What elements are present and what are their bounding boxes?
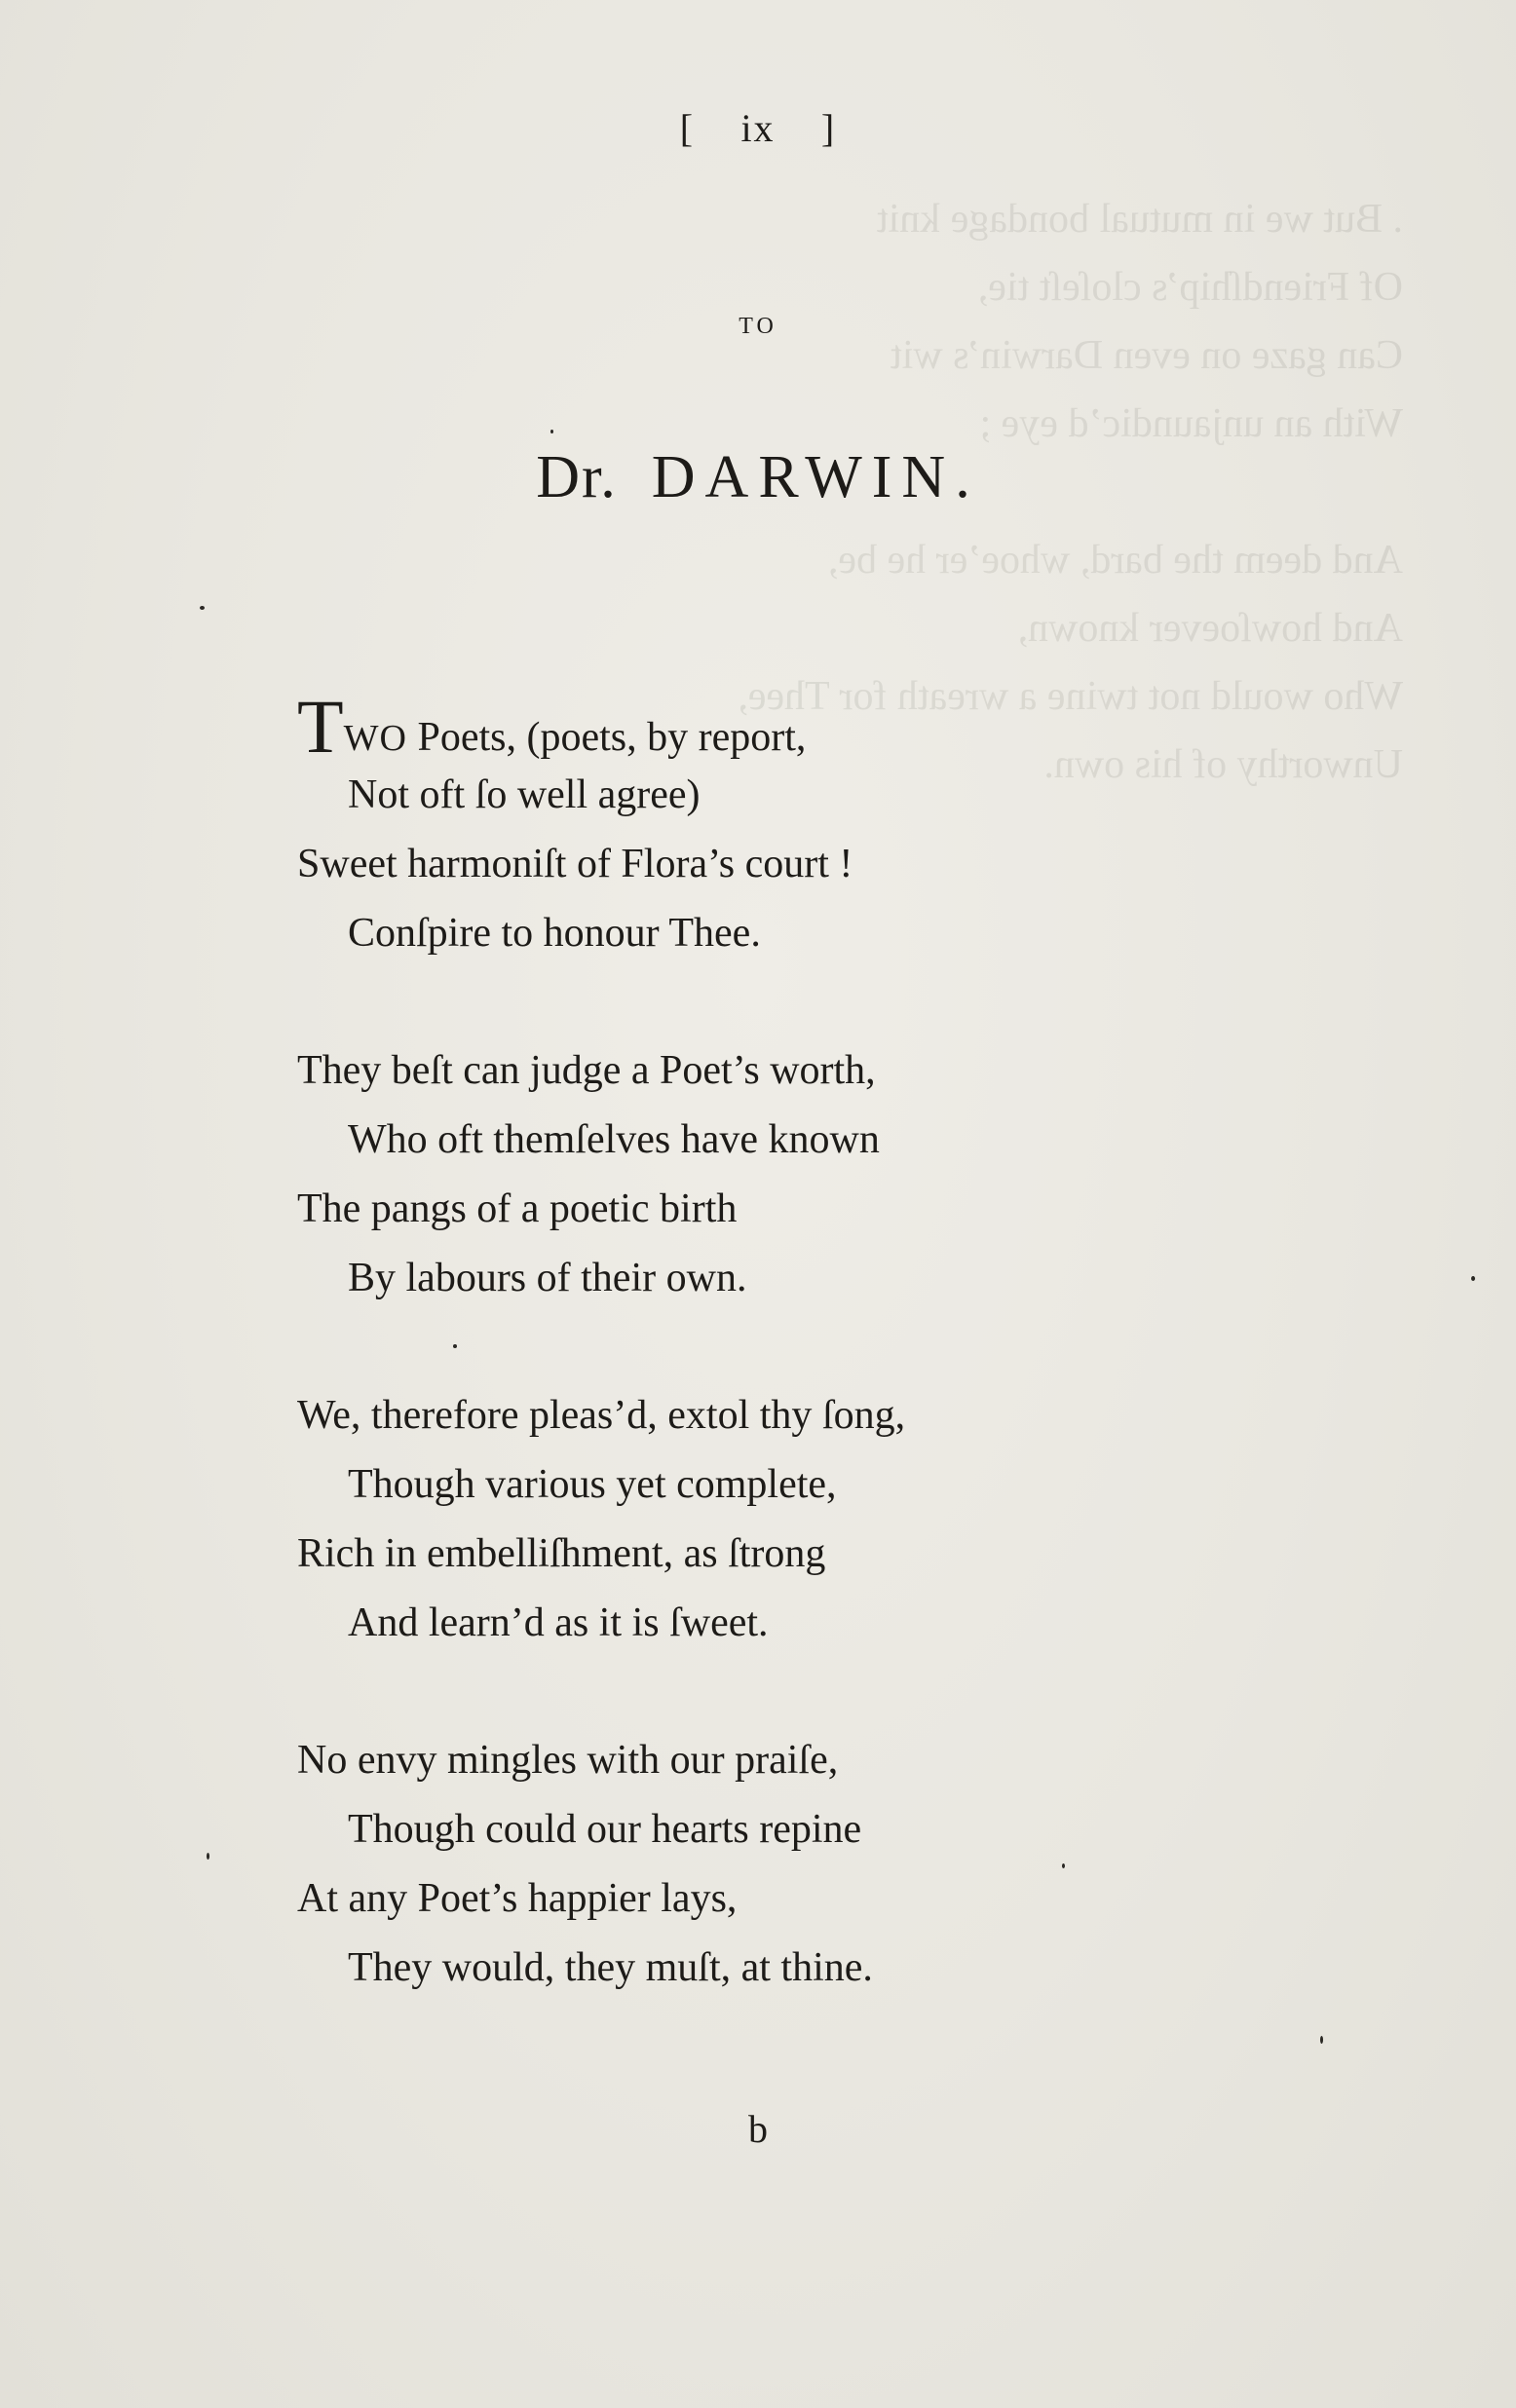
page-folio [0, 105, 1516, 151]
poem-line [297, 1726, 1135, 1795]
poem-line [297, 1450, 1135, 1520]
dedication-to: TO [739, 314, 777, 339]
poem-line-text: No envy mingles with our praiſe, [297, 1738, 839, 1783]
stanza [297, 1381, 1135, 1658]
poem-line [297, 761, 1135, 830]
poem-line-text: Rich in embelliſhment, as ſtrong [297, 1531, 826, 1576]
poem-line [297, 1106, 1135, 1175]
paper-speck [1320, 2036, 1323, 2044]
poem-line-text: By labours of their own. [348, 1256, 747, 1300]
stanza [297, 1036, 1135, 1313]
poem-line [297, 899, 1135, 968]
poem-line [297, 1175, 1135, 1244]
paper-speck [200, 606, 205, 610]
title-name: DARWIN. [651, 444, 980, 510]
poem-line [297, 1934, 1135, 2003]
folio-left-bracket: [ [679, 106, 696, 150]
poem-line [297, 684, 1135, 769]
paper-speck [207, 1853, 209, 1860]
title-prefix: Dr. [536, 444, 618, 510]
folio-number: ix [740, 106, 776, 150]
poem-line-text: They beſt can judge a Poet’s worth, [297, 1048, 876, 1093]
folio-right-bracket: ] [820, 106, 837, 150]
poem-line-text: At any Poet’s happier lays, [297, 1876, 738, 1921]
bleed-through-texture: . But we in mutual bondage knit Of Friendſhip’s cloſeſt tie, Can gaze on even Darwin’s wit With an unjaundic’d eye ; And deem the bard, whoe’er he be, And howſoever known, Who would not twine a wreath for Thee, Unworthy of his own. [738, 197, 1403, 787]
poem-line [297, 1795, 1135, 1864]
signature-mark: b [748, 2107, 768, 2151]
poem-line [297, 1244, 1135, 1313]
paper-speck [1471, 1276, 1475, 1281]
paper-speck [1062, 1863, 1065, 1868]
poem-line-text: Sweet harmoniſt of Flora’s court ! [297, 842, 853, 886]
drop-cap: T [297, 684, 344, 769]
poem-line-text: Conſpire to honour Thee. [348, 911, 761, 956]
poem-line [297, 830, 1135, 899]
poem-line-text: Poets, (poets, by report, [406, 715, 807, 760]
poem-line-text: And learn’d as it is ſweet. [348, 1600, 769, 1645]
poem-line-text: Though could our hearts repine [348, 1807, 862, 1852]
poem-line-text: Not oft ſo well agree) [348, 772, 701, 817]
poem-line-text: Who oft themſelves have known [348, 1117, 880, 1162]
paper-speck [550, 430, 553, 433]
poem-line [297, 1381, 1135, 1450]
poem-line-text: The pangs of a poetic birth [297, 1186, 738, 1231]
poem-line-text: They would, they muſt, at thine. [348, 1945, 873, 1990]
poem-line-text: Though various yet complete, [348, 1462, 837, 1507]
stanza [297, 684, 1135, 968]
poem-body [297, 684, 1135, 2071]
poem-line [297, 1589, 1135, 1658]
paper-speck [453, 1344, 457, 1348]
poem-line [297, 1520, 1135, 1589]
poem-title [0, 443, 1516, 512]
drop-cap-rest: WO [343, 718, 407, 759]
stanza [297, 1726, 1135, 2003]
poem-line [297, 1036, 1135, 1106]
poem-line [297, 1864, 1135, 1934]
poem-line-text: We, therefore pleas’d, extol thy ſong, [297, 1393, 906, 1438]
